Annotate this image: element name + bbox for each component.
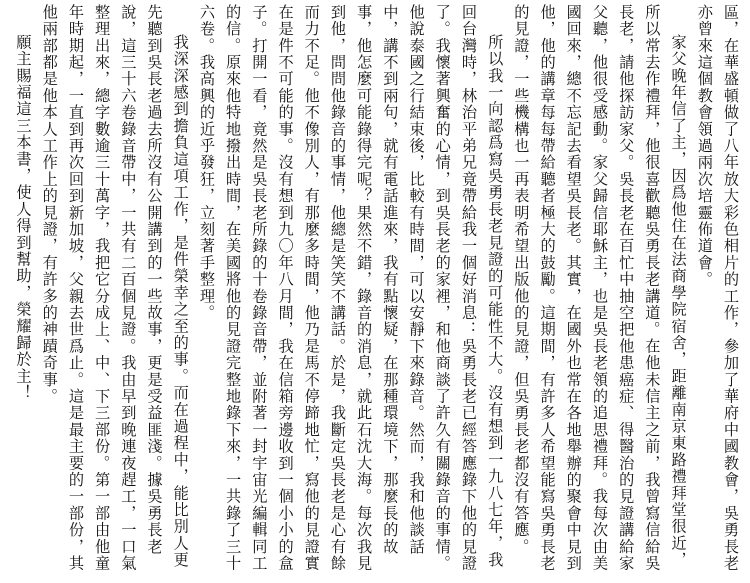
paragraph-0: 區，在華盛頓做了八年放大彩色相片的工作，參加了華府中國教會，吳勇長老亦曾來這個教會領過兩次培靈佈道會。 [695,4,740,572]
paragraph-1: 家父晚年信了主，因爲他住在法商學院宿舍，距離南京東路禮拜堂很近，所以常去作禮拜，他很喜歡聽吳勇長老講道。在他未信主之前，我曾寫信給吳長老，請他探訪家父。吳長老在百忙中抽空把他患癌症、得醫治的見證講給家父聽，他很受感動。家父歸信耶穌主，也是吳長老領的追思禮拜。我每次由美國回來，總不忘記去看望吳長老。其實，在國外也常在各地舉辦的聚會中見到他，他的講章每每帶給聽者極大的鼓勵。這期間，有許多人希望能寫吳勇長老的見證，一些機構也一再表明希望出版他的見證，但吳勇長老都沒有答應。 [512,4,688,572]
document-page [4,4,744,579]
paragraph-4: 願主賜福這三本書，使人得到幫助，榮耀歸於主！ [14,34,33,402]
paragraph-2: 所以我一向認爲寫吳勇長老見證的可能性不大。沒有想到一九八七年，我回台灣時，林治平弟兄竟帶給我一個好消息：吳勇長老已經答應錄下他的見證了。我懷著興奮的心情，到吳長老的家裡，和他商談了許久有關錄音的事情。他說泰國之行結束後，比較有時間，可以安靜下來錄音。然而，我和他談話中，講不到兩句，就有電話進來，我有點懷疑，在那種環境下，那麼長的故事，他怎麼可能錄得完呢？果然不錯，錄音的消息，就此石沈大海。每次我見到他，問問他錄音的事情，他總是笑笑不講話。於是，我斷定吳長老是心有餘而力不足。他不像別人，有那麼多時間，他乃是馬不停蹄地忙，寫他的見證實在是件不可能的事。沒有想到九〇年八月間，我在信箱旁邊收到一個小小的盒子。打開一看，竟然是吳長老所錄的十卷錄音帶，並附著一封宇宙光編輯同工的信。原來他特地撥出時間，在美國將他的見證完整地錄下來，一共錄了三十六卷。我高興的近乎發狂，立刻著手整理。 [197,4,505,572]
paragraph-3: 我深深感到擔負這項工作，是件榮幸之至的事。而在過程中，能比別人更先聽到吳長老過去所沒有公開講到的一些故事，更是受益匪淺。據吳勇長老說，這三十六卷錄音帶中，一共有二百個見證。我由早到晚連夜趕工，一口氣整理出來，總字數逾三十萬字，我把它分成上、中、下三部份。第一部由他童年時期起，一直到再次回到新加坡，父親去世爲止。這是最主要的一部份，其他兩部都是他本人工作上的見證，有許多的神蹟奇事。 [40,4,190,572]
